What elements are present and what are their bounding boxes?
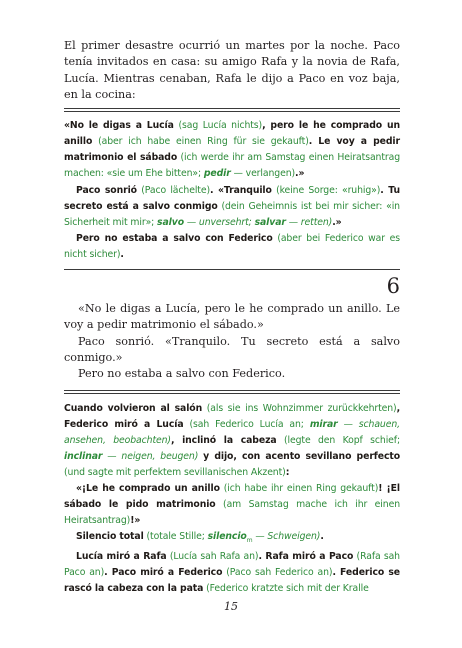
german-gloss — [146, 531, 324, 545]
spanish-text: Lucía miró a Rafa — [76, 551, 167, 563]
spanish-text: . Federico se rascó la cabeza con la pata — [64, 567, 400, 595]
gloss-keyword: pedir — [203, 168, 231, 180]
german-gloss: (und sagte mit perfektem sevillanischen Akzent) — [64, 466, 286, 478]
spanish-text: Cuando volvieron al salón — [64, 402, 203, 414]
gloss-text: — retten) — [288, 216, 333, 228]
annotated-paragraph — [64, 231, 400, 263]
german-gloss: (aber bei Federico war es nicht sicher) — [64, 232, 400, 260]
page-number: 15 — [224, 600, 238, 613]
spanish-text: : — [285, 466, 290, 478]
gloss-text: — unversehrt; — [186, 216, 252, 228]
gloss-keyword: salvo — [157, 216, 184, 228]
double-rule-bottom — [64, 390, 400, 394]
spanish-text: «No le digas a Lucía — [64, 120, 174, 132]
spanish-text: Pero no estaba a salvo con Federico — [76, 232, 273, 244]
spanish-text: Silencio total — [76, 531, 144, 543]
spanish-text: Paco sonrió — [76, 184, 137, 196]
gloss-text: — Schweigen) — [255, 531, 321, 543]
annotated-paragraph — [64, 183, 400, 231]
annotated-paragraph — [64, 549, 400, 597]
paragraph: Paco sonrió. «Tranquilo. Tu secreto está a salvo conmigo.» — [64, 334, 400, 364]
spanish-text: , Federico miró a Lucía — [64, 402, 401, 430]
paragraph: «No le digas a Lucía, pero le he comprado un anillo. Le voy a pedir matrimonio el sábado.» — [64, 302, 400, 332]
spanish-text: .» — [295, 168, 305, 180]
paragraph: Pero no estaba a salvo con Federico. — [78, 367, 286, 381]
double-rule-top — [64, 108, 400, 112]
gloss-keyword: silencio — [207, 531, 247, 543]
gloss-keyword: inclinar — [64, 450, 103, 462]
spanish-text: . «Tranquilo — [210, 184, 272, 196]
chapter-number: 6 — [386, 274, 400, 299]
spanish-text: . Le voy a pedir matrimonio el sábado — [64, 136, 400, 164]
spanish-text: ! ¡El sábado le pido matrimonio — [64, 482, 400, 511]
spanish-text: .» — [332, 216, 342, 228]
spanish-text: y dijo, con acento sevillano perfecto — [203, 450, 400, 462]
gender-marker: m — [246, 537, 253, 545]
german-gloss: (als sie ins Wohnzimmer zurückkehrten) — [206, 402, 397, 414]
spanish-text: . Rafa miró a Paco — [258, 551, 354, 563]
spanish-text: !» — [130, 515, 141, 527]
gloss-keyword: mirar — [309, 418, 338, 430]
section-rule — [64, 269, 400, 270]
paragraph: El primer desastre ocurrió un martes por la noche. Paco tenía invitados en casa: su amigo Rafa y la novia de Rafa, Lucía. Mientras cenaban, Rafa le dijo a Paco en voz baja, en la cocina: — [64, 39, 400, 101]
annotated-paragraph — [64, 481, 400, 529]
gloss-text: — verlangen) — [233, 168, 296, 180]
annotated-paragraph — [64, 118, 400, 182]
german-gloss: (Paco sah Federico an) — [226, 567, 333, 579]
spanish-text: . — [320, 531, 324, 543]
german-gloss: (Lucía sah Rafa an) — [169, 551, 259, 563]
annotated-text-block-2 — [64, 401, 400, 598]
gloss-text: (sah Federico Lucía an; — [189, 418, 304, 430]
annotated-paragraph — [64, 401, 400, 481]
spanish-text: . — [120, 248, 124, 260]
german-gloss: (Rafa sah Paco an) — [64, 551, 400, 579]
gloss-keyword: salvar — [254, 216, 286, 228]
german-gloss: (sag Lucía nichts) — [178, 120, 263, 132]
german-gloss: (ich habe ihr einen Ring gekauft) — [223, 482, 379, 494]
spanish-text: , pero le he comprado un anillo — [64, 120, 400, 148]
spanish-text: , inclinó la cabeza — [170, 434, 277, 446]
gloss-text: — schauen, ansehen, beobachten) — [64, 418, 400, 446]
gloss-text: (totale Stille; — [146, 531, 205, 543]
reading-text-block-1 — [64, 38, 400, 103]
german-gloss: (am Samstag mache ich ihr einen Heiratsantrag) — [64, 499, 400, 527]
annotated-paragraph — [64, 529, 400, 549]
reading-text-block-2 — [64, 301, 400, 382]
annotated-text-block-1 — [64, 118, 400, 263]
german-gloss: (Federico kratzte sich mit der Kralle — [206, 583, 369, 595]
page — [64, 38, 400, 598]
gloss-text: (legte den Kopf schief; — [283, 434, 400, 446]
spanish-text: «¡Le he comprado un anillo — [76, 482, 220, 494]
german-gloss: (Paco lächelte) — [141, 184, 210, 196]
german-gloss: (aber ich habe einen Ring für sie gekauft) — [98, 136, 309, 148]
gloss-text: (ich werde ihr am Samstag einen Heiratsantrag machen: «sie um Ehe bitten»; — [64, 152, 401, 180]
gloss-text: — neigen, beugen) — [107, 450, 199, 462]
german-gloss: (keine Sorge: «ruhig») — [276, 184, 381, 196]
spanish-text: . Tu secreto está a salvo conmigo — [64, 184, 401, 212]
spanish-text: . Paco miró a Federico — [104, 567, 223, 579]
gloss-text: (dein Geheimnis ist bei mir sicher: «in Sicherheit mit mir»; — [64, 200, 400, 228]
